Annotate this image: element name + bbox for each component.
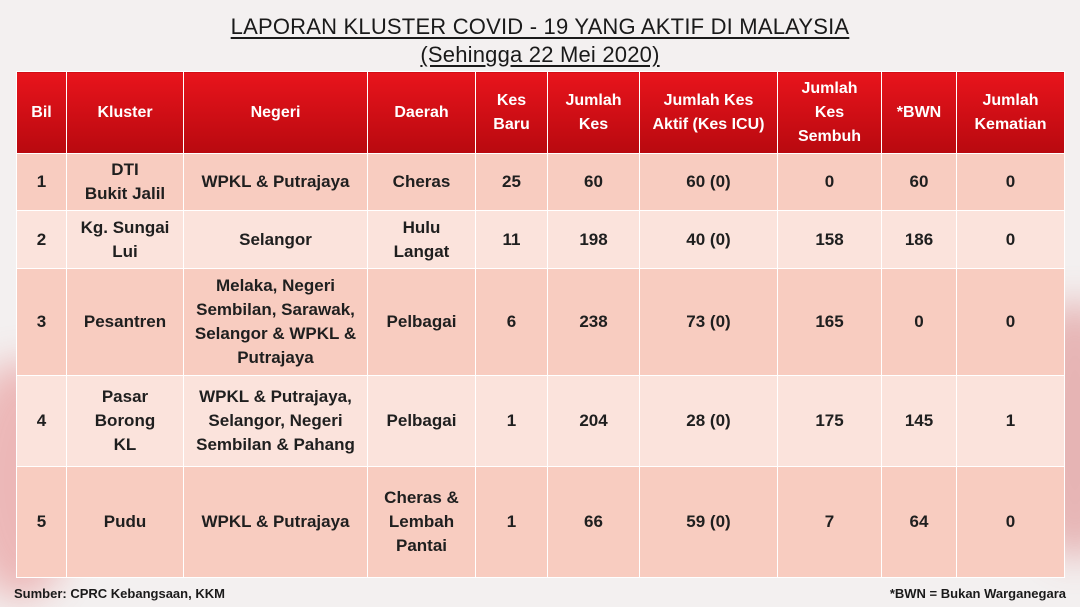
header-bil: Bil xyxy=(17,72,67,154)
cell-daerah: Cheras & Lembah Pantai xyxy=(368,467,476,578)
cell-negeri: WPKL & Putrajaya xyxy=(184,154,368,211)
cell-kes-sembuh: 175 xyxy=(778,376,882,467)
cell-kes-sembuh: 165 xyxy=(778,269,882,376)
cell-kes-aktif: 59 (0) xyxy=(640,467,778,578)
cell-kematian: 0 xyxy=(957,211,1065,269)
cell-kluster: Pudu xyxy=(67,467,184,578)
cell-jumlah-kes: 198 xyxy=(548,211,640,269)
cell-daerah: Cheras xyxy=(368,154,476,211)
cluster-table xyxy=(16,71,1065,578)
cell-kes-baru: 1 xyxy=(476,467,548,578)
report-subtitle: (Sehingga 22 Mei 2020) xyxy=(420,42,660,67)
cell-bwn: 186 xyxy=(882,211,957,269)
cell-jumlah-kes: 204 xyxy=(548,376,640,467)
cell-bwn: 64 xyxy=(882,467,957,578)
header-daerah: Daerah xyxy=(368,72,476,154)
cell-kes-sembuh: 0 xyxy=(778,154,882,211)
cell-bwn: 145 xyxy=(882,376,957,467)
cell-bwn: 0 xyxy=(882,269,957,376)
cell-kluster: Kg. Sungai Lui xyxy=(67,211,184,269)
cell-jumlah-kes: 66 xyxy=(548,467,640,578)
cell-bil: 1 xyxy=(17,154,67,211)
source-note: Sumber: CPRC Kebangsaan, KKM xyxy=(14,586,225,601)
cell-bil: 4 xyxy=(17,376,67,467)
cell-negeri: WPKL & Putrajaya, Selangor, Negeri Sembilan & Pahang xyxy=(184,376,368,467)
cell-bil: 3 xyxy=(17,269,67,376)
cell-kes-sembuh: 158 xyxy=(778,211,882,269)
cell-bwn: 60 xyxy=(882,154,957,211)
header-kluster: Kluster xyxy=(67,72,184,154)
bwn-footnote: *BWN = Bukan Warganegara xyxy=(889,586,1066,601)
cell-bil: 2 xyxy=(17,211,67,269)
cell-daerah: Hulu Langat xyxy=(368,211,476,269)
header-jumlah-kes-aktif: Jumlah Kes Aktif (Kes ICU) xyxy=(640,72,778,154)
header-jumlah-kes: Jumlah Kes xyxy=(548,72,640,154)
cell-negeri: Melaka, Negeri Sembilan, Sarawak, Selangor & WPKL & Putrajaya xyxy=(184,269,368,376)
report-title: LAPORAN KLUSTER COVID - 19 YANG AKTIF DI MALAYSIA xyxy=(230,14,850,39)
cell-bil: 5 xyxy=(17,467,67,578)
table-row xyxy=(17,376,1065,467)
cell-jumlah-kes: 60 xyxy=(548,154,640,211)
cell-daerah: Pelbagai xyxy=(368,269,476,376)
header-bwn: *BWN xyxy=(882,72,957,154)
table-row xyxy=(17,211,1065,269)
cell-kes-baru: 25 xyxy=(476,154,548,211)
cell-kluster: DTI Bukit Jalil xyxy=(67,154,184,211)
cell-kes-aktif: 40 (0) xyxy=(640,211,778,269)
cell-kes-baru: 6 xyxy=(476,269,548,376)
cell-kluster: Pasar Borong KL xyxy=(67,376,184,467)
cell-kematian: 0 xyxy=(957,269,1065,376)
cell-negeri: Selangor xyxy=(184,211,368,269)
cell-jumlah-kes: 238 xyxy=(548,269,640,376)
cell-kes-aktif: 73 (0) xyxy=(640,269,778,376)
cell-kes-aktif: 28 (0) xyxy=(640,376,778,467)
header-jumlah-kematian: Jumlah Kematian xyxy=(957,72,1065,154)
header-jumlah-kes-sembuh: Jumlah Kes Sembuh xyxy=(778,72,882,154)
table-header-row xyxy=(17,72,1065,154)
cell-kes-sembuh: 7 xyxy=(778,467,882,578)
header-kes-baru: Kes Baru xyxy=(476,72,548,154)
cell-kes-aktif: 60 (0) xyxy=(640,154,778,211)
cell-daerah: Pelbagai xyxy=(368,376,476,467)
cell-kematian: 1 xyxy=(957,376,1065,467)
table-row xyxy=(17,467,1065,578)
table-row xyxy=(17,269,1065,376)
cell-kes-baru: 11 xyxy=(476,211,548,269)
header-negeri: Negeri xyxy=(184,72,368,154)
cell-kes-baru: 1 xyxy=(476,376,548,467)
cell-kematian: 0 xyxy=(957,154,1065,211)
table-row xyxy=(17,154,1065,211)
cell-kematian: 0 xyxy=(957,467,1065,578)
cell-kluster: Pesantren xyxy=(67,269,184,376)
cell-negeri: WPKL & Putrajaya xyxy=(184,467,368,578)
